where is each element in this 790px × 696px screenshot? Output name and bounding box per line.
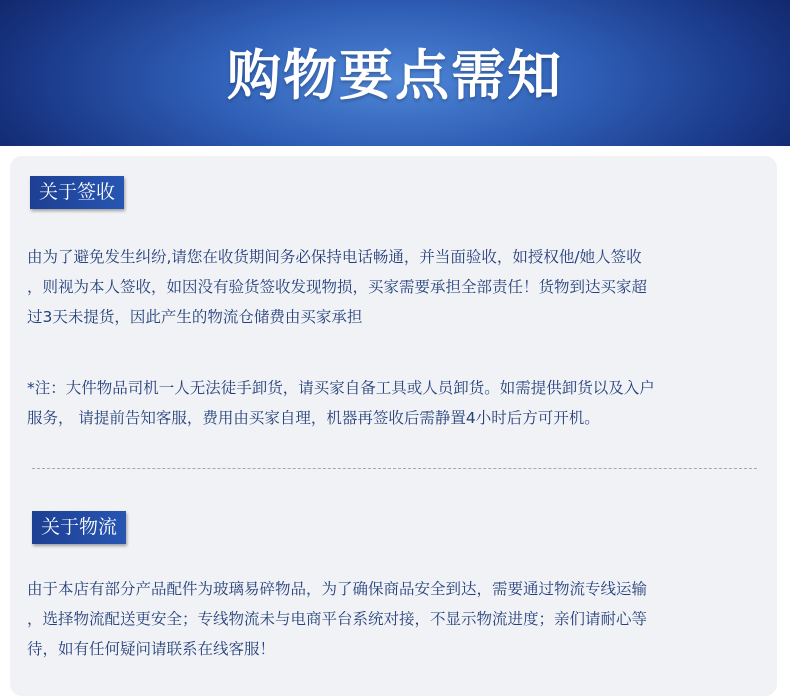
- signing-paragraph: 由为了避免发生纠纷,请您在收货期间务必保持电话畅通，并当面验收，如授权他/她人签收 ，则视为本人签收，如因没有验货签收发现物损，买家需要承担全部责任！货物到达买家超 过3天未提货，因此产生的物流仓储费由买家承担: [27, 248, 648, 326]
- page-title: 购物要点需知: [227, 43, 563, 107]
- section-heading-signing: 关于签收: [30, 176, 124, 209]
- logistics-paragraph: 由于本店有部分产品配件为玻璃易碎物品，为了确保商品安全到达，需要通过物流专线运输 ，选择物流配送更安全；专线物流未与电商平台系统对接，不显示物流进度；亲们请耐心等 待，如有任何疑问请联系在线客服！: [27, 580, 648, 658]
- header-banner: [0, 0, 790, 146]
- signing-note-paragraph: *注：大件物品司机一人无法徒手卸货，请买家自备工具或人员卸货。如需提供卸货以及入户 服务， 请提前告知客服，费用由买家自理，机器再签收后需静置4小时后方可开机。: [27, 379, 655, 427]
- section-divider: [32, 468, 757, 469]
- section-heading-logistics: 关于物流: [32, 511, 126, 544]
